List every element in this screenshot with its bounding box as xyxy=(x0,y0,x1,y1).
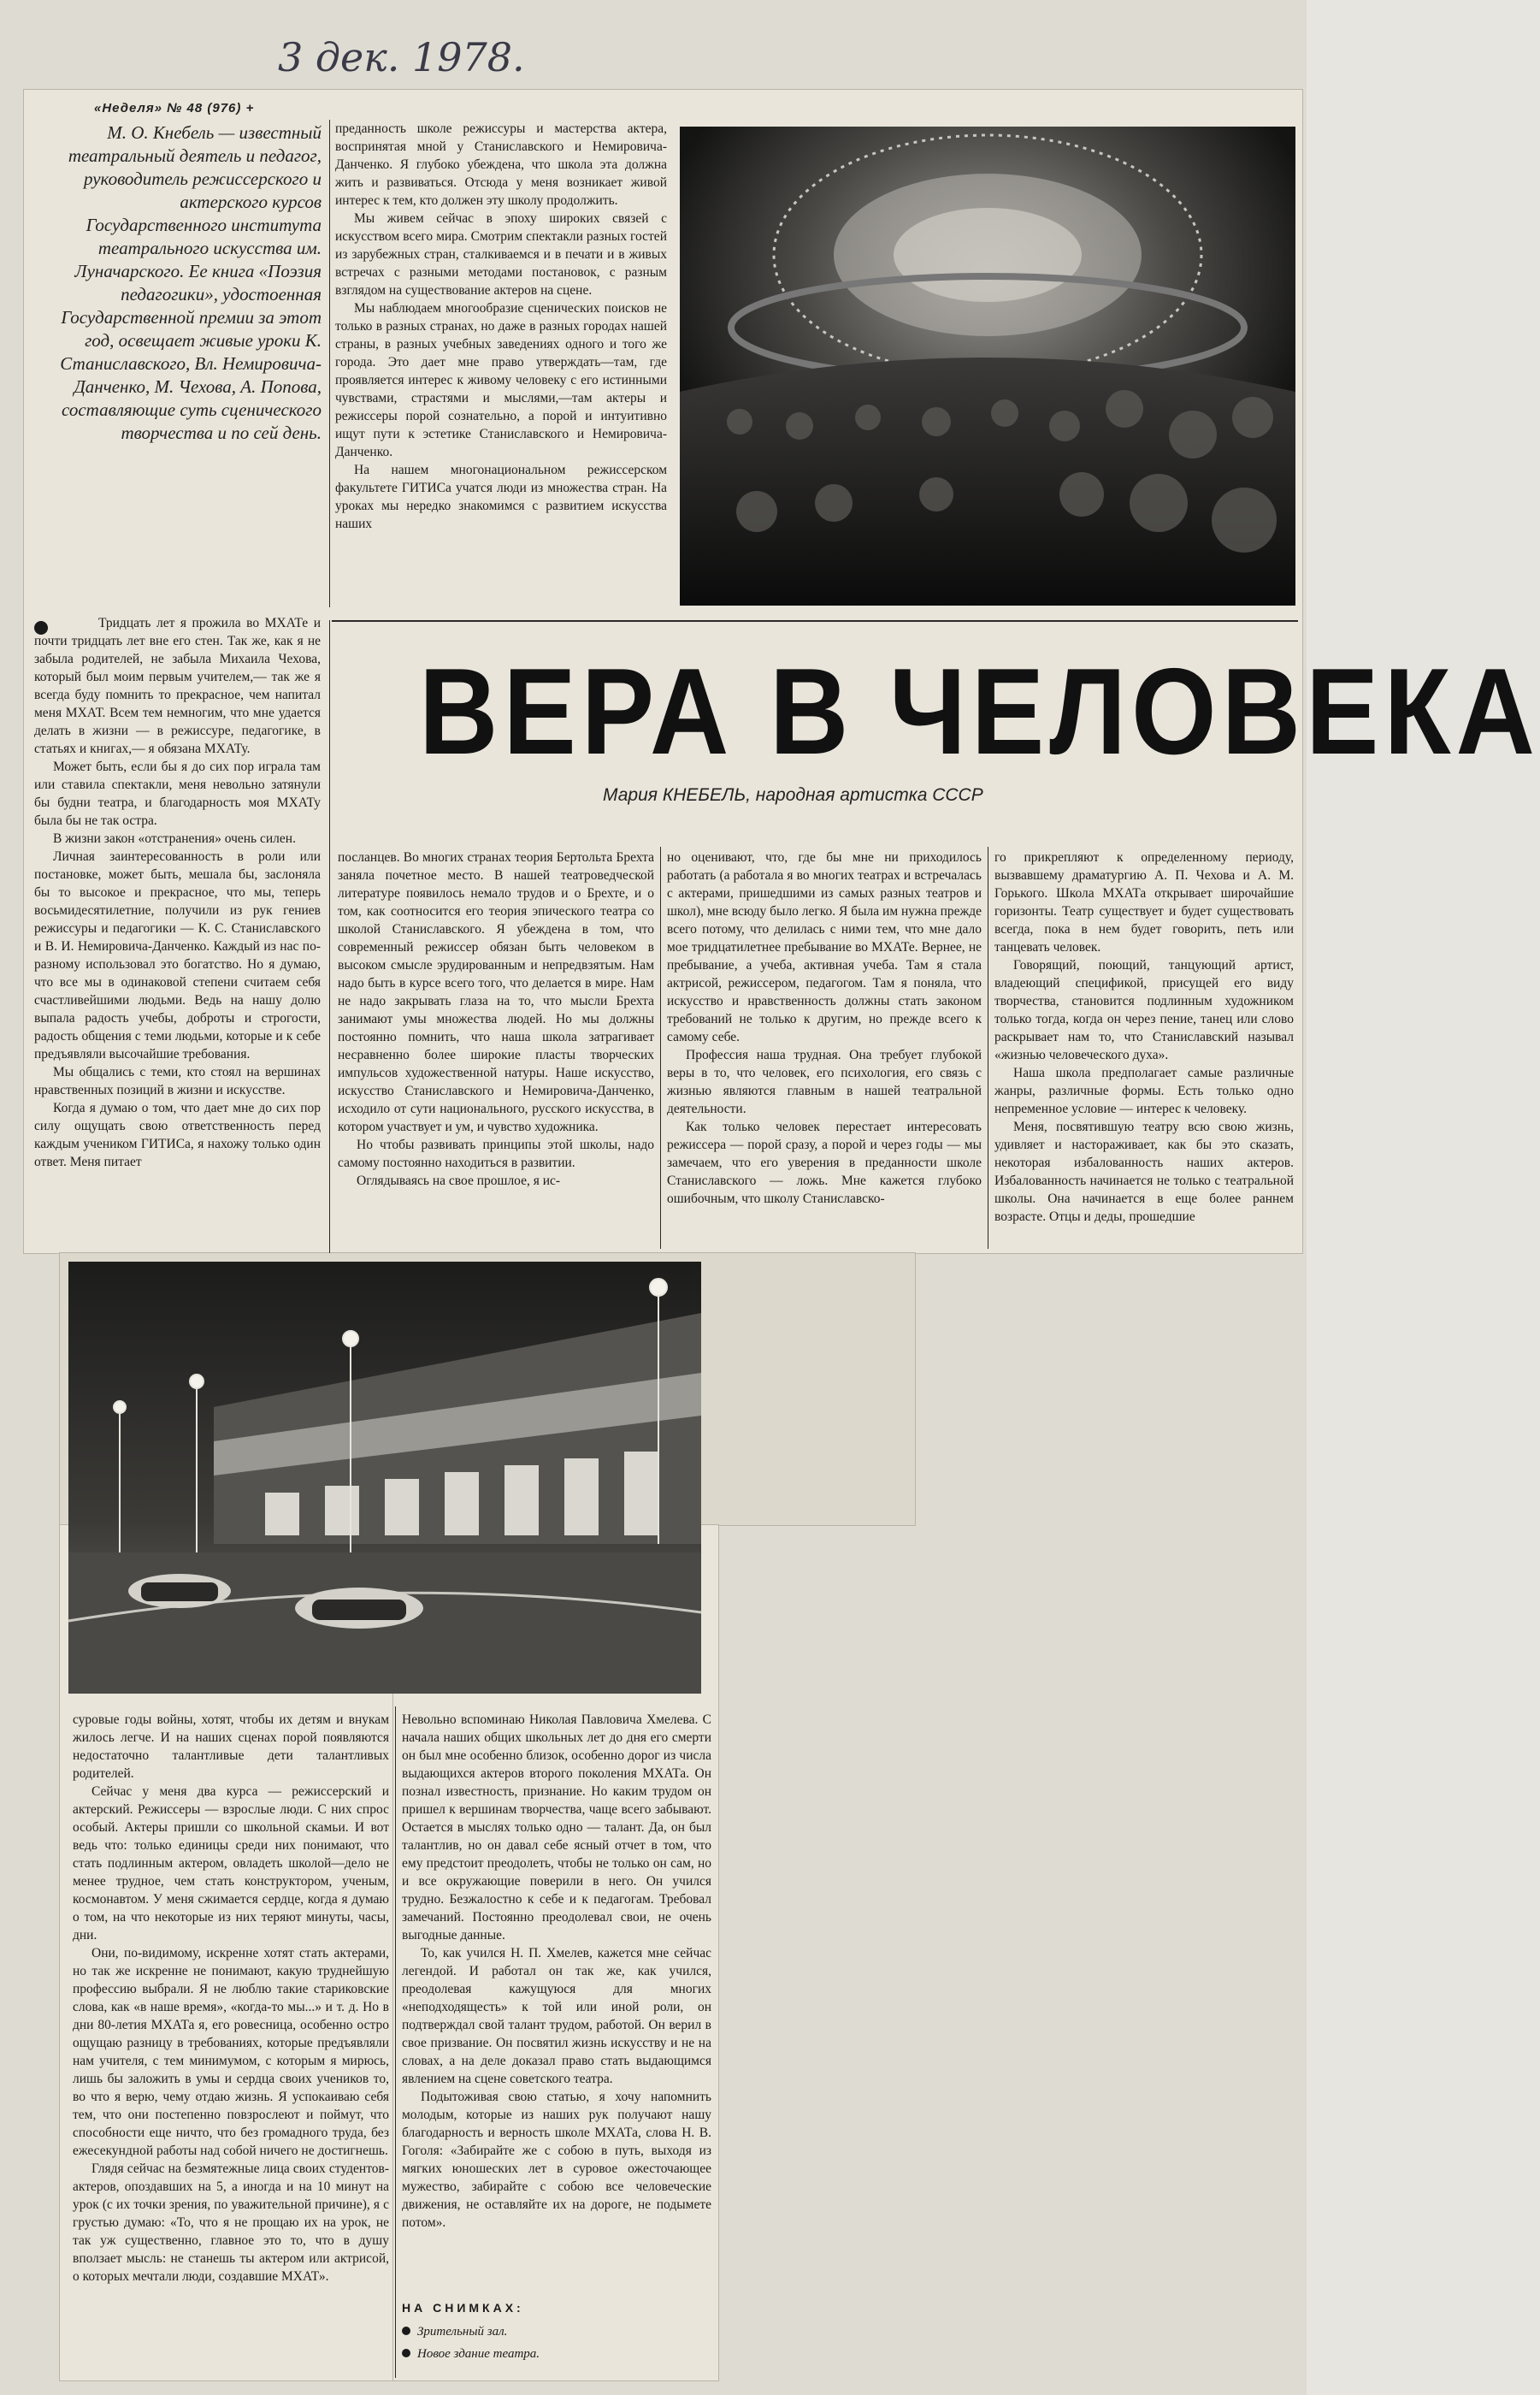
headline-rule-top xyxy=(332,620,1298,622)
paragraph: Личная заинтересованность в роли или постановке, может быть, мешала бы, заслоняла бы то высокое и прекрасное, что мы, теперь восьмидесятилетние, получили из рук гениев режиссуры и педагогики — К. С. Станиславского и В. И. Немировича-Данченко. Каждый из нас по-разному использовал это богатство. Но я думаю, что все мы в одинаковой степени считаем себя счастливейшими людьми. Ведь на нашу долю выпала радость учебы, доброты и строгости, радость общения с теми людьми, которые и к себе предъявляли высочайшие требования. xyxy=(34,849,321,1061)
caption-text: Новое здание театра. xyxy=(417,2347,540,2361)
paragraph: То, как учился Н. П. Хмелев, кажется мне сейчас легендой. И работал он так же, как учился, преодолевая кажущуюся для многих «неподходящесть» к той или иной роли, он подтверждал свой талант трудом, работой. Он верил в свое призвание. Он посвятил жизнь искусству и не на словах, а на деле доказал право стать выдающимся явлением на сцене советского театра. xyxy=(402,1946,711,2086)
paragraph: но оценивают, что, где бы мне ни приходилось работать (а работала я во многих театрах и встречалась с актерами, пришедшими из самых разных театров и школ), мне всюду было легко. Я была им нужна прежде всего потому, что делилась с ними тем, что мне дало мое тридцатилетнее пребывание во МХАТе. Вернее, не пребывание, а учеба, активная учеба. Там я стала актрисой, режиссером, педагогом. Там я поняла, что искусство и нравственность должны стать законом требований не только к другим, но прежде всего к самому себе. xyxy=(667,850,982,1044)
paragraph: Тридцать лет я прожила во МХАТе и почти тридцать лет вне его стен. Так же, как я не забыла родителей, не забыла Михаила Чехова, который был моим первым учителем,— так же я всегда буду помнить то прекрасное, чем напитал меня МХАТ. Всем тем немногим, что мне удается делать в жизни — в режиссуре, педагогике, в статьях и книгах,— я обязана МХАТу. xyxy=(34,616,321,756)
column-rule xyxy=(329,620,330,1253)
caption-text: Зрительный зал. xyxy=(417,2325,508,2339)
article-column-b3 xyxy=(667,849,982,1251)
paragraph: Мы общались с теми, кто стоял на вершинах нравственных позиций в жизни и искусстве. xyxy=(34,1065,321,1097)
article-column-b2 xyxy=(338,849,654,1251)
photo-theatre-building xyxy=(68,1262,701,1694)
masthead: «Неделя» № 48 (976) + xyxy=(94,101,255,115)
auditorium-image xyxy=(680,127,1295,606)
headline: ВЕРА В ЧЕЛОВЕКА xyxy=(419,643,1540,781)
article-column-top-middle xyxy=(335,120,667,616)
paragraph: Когда я думаю о том, что дает мне до сих пор силу ощущать свою ответственность перед каждым учеником ГИТИСа, я нахожу только один ответ. Меня питает xyxy=(34,1101,321,1169)
byline: Мария КНЕБЕЛЬ, народная артистка СССР xyxy=(603,785,983,805)
building-image xyxy=(68,1262,701,1694)
paragraph: Они, по-видимому, искренне хотят стать актерами, но так же искренне не понимают, какую труднейшую профессию выбрали. Я не люблю такие стариковские слова, как «в наше время», «когда-то мы...» и т. д. Но в дни 80-летия МХАТа я, его ровесница, особенно остро ощущаю разницу в требованиях, которые предъявляли нам учителя, с тем минимумом, с которым я мирюсь, лишь бы заложить в умы и сердца своих учеников то, во что я верю, чему отдаю жизнь. Я успокаиваю себя тем, что они постепенно повзрослеют и поймут, что способности еще ничто, что без громадного труда, без ежесекундной работы над собой ничего не достигнешь. xyxy=(73,1946,389,2158)
captions-title: НА СНИМКАХ: xyxy=(402,2301,524,2315)
paragraph: Оглядываясь на свое прошлое, я ис- xyxy=(357,1174,561,1188)
article-column-c2 xyxy=(402,1711,711,2292)
paragraph: В жизни закон «отстранения» очень силен. xyxy=(53,831,296,846)
article-column-b4 xyxy=(994,849,1294,1251)
paragraph: Наша школа предполагает самые различные жанры, различные формы. Есть только одно непременное условие — интерес к человеку. xyxy=(994,1066,1294,1116)
paragraph: Невольно вспоминаю Николая Павловича Хмелева. С начала наших общих школьных лет до дня его смерти он был мне особенно близок, особенно дорог из числа выдающихся актеров второго поколения МХАТа. Он познал известность, признание. Но каким трудом он пришел к вершинам творчества, чаще всего забывают. Остается в мыслях только одно — талант. Да, он был талантлив, но он давал себе ясный отчет в том, что ему предстоит преодолеть, чтобы не только он сам, но и все окружающие поверили в него. Он учился трудно. Безжалостно к себе и к педагогам. Требовал замечаний. Постоянно преодолевал свои, не очень выгодные данные. xyxy=(402,1712,711,1943)
column-rule xyxy=(329,120,330,607)
paragraph: Может быть, если бы я до сих пор играла там или ставила спектакли, меня невольно затянули бы будни театра, и благодарность моя МХАТу была бы не так остра. xyxy=(34,760,321,828)
paragraph: Как только человек перестает интересовать режиссера — порой сразу, а порой и через годы — мы замечаем, что его уверения в преданности школе Станиславского — ложь. Мне кажется глубоко ошибочным, что школу Станиславско- xyxy=(667,1120,982,1206)
handwritten-date: 3 дек. 1978. xyxy=(278,34,525,80)
paragraph: Сейчас у меня два курса — режиссерский и актерский. Режиссеры — взрослые люди. С них спрос особый. Актеры пришли со школьной скамьи. И вот ведь что: только единицы среди них понимают, что стать подлинным актером, овладеть школой—дело не менее трудное, чем стать конструктором, ученым, космонавтом. У меня сжимается сердце, когда я думаю о том, на что некоторые из них теряют минуты, часы, дни. xyxy=(73,1784,389,1943)
photo-auditorium xyxy=(680,127,1295,606)
paragraph: го прикрепляют к определенному периоду, вызвавшему драматургию А. П. Чехова и А. М. Горького. Школа МХАТа открывает широчайшие горизонты. Театр существует и будет существовать всегда, пока в нем будет говорить, петь или танцевать человек. xyxy=(994,850,1294,955)
paragraph: Мы наблюдаем многообразие сценических поисков не только в разных странах, но даже в разных городах нашей страны, в разных учебных заведениях одного и того же города. Это дает мне право утверждать—там, где проявляется интерес к живому человеку с его истинными чувствами, страстями и мыслями,—там актеры и режиссеры порой сознательно, а порой и интуитивно ищут пути к эстетике Станиславского и Немировича-Данченко. xyxy=(335,301,667,459)
article-column-left xyxy=(34,614,321,1251)
paragraph: посланцев. Во многих странах теория Бертольта Брехта заняла почетное место. В нашей театроведческой литературе появилось немало трудов и о Брехте, и о том, как соотносится его теория эпического театра со школой Станиславского. Я убеждена в том, что современный режиссер обязан быть человеком в высоком смысле эрудированным и непредвзятым. Нам надо быть в курсе всего того, что делается в мире. Нам не надо закрывать глаза на то, что мысли Брехта занимают умы множества людей. Но мы должны постоянно помнить, что наша школа затрагивает несравненно более широкие пласты творческих импульсов художественной натуры. Наше искусство, искусство Станиславского и Немировича-Данченко, исходило от сути национального, русского искусства, в котором участвует и ум, и чувство художника. xyxy=(338,850,654,1134)
paragraph: преданность школе режиссуры и мастерства актера, воспринятая мной у Станиславского и Немировича-Данченко. Я глубоко убеждена, что школа эта должна жить и развиваться. Отсюда у меня возникает живой интерес к тем, кто должен эту школу продолжить. xyxy=(335,121,667,208)
paragraph: Подытоживая свою статью, я хочу напомнить молодым, которые из наших рук получают нашу благодарность и верность школе МХАТа, слова Н. В. Гоголя: «Забирайте же с собою в путь, выходя из мягких юношеских лет в суровое ожесточающее мужество, забирайте с собою все человеческие движения, не оставляйте их на дороге, не подымете потом». xyxy=(402,2090,711,2230)
caption-bullet xyxy=(402,2327,410,2335)
caption-bullet xyxy=(402,2349,410,2357)
caption-auditorium xyxy=(402,2325,507,2339)
intro-text: М. О. Кнебель — известный театральный деятель и педагог, руководитель режиссерского и актерского курсов Государственного института театрального искусства им. Луначарского. Ее книга «Поэзия педагогики», удостоенная Государственной премии за этот год, освещает живые уроки К. Станиславского, Вл. Немировича-Данченко, М. Чехова, А. Попова, составляющие суть сценического творчества и по сей день. xyxy=(60,122,322,443)
paragraph: суровые годы войны, хотят, чтобы их детям и внукам жилось легче. И на наших сценах порой появляются недостаточно талантливые дети талантливых родителей. xyxy=(73,1712,389,1781)
paragraph: Но чтобы развивать принципы этой школы, надо самому постоянно находиться в развитии. xyxy=(338,1138,654,1170)
column-rule xyxy=(395,1706,396,2378)
paragraph: Профессия наша трудная. Она требует глубокой веры в то, что человек, его психология, его связь с жизнью являются главным в нашей театральной деятельности. xyxy=(667,1048,982,1116)
column-rule xyxy=(660,847,661,1249)
paragraph: Говорящий, поющий, танцующий артист, владеющий спецификой, присущей его виду творчества, становится подлинным художником только тогда, когда он через пение, танец или слово раскрывает нам то, что Станиславский называл «жизнью человеческого духа». xyxy=(994,958,1294,1062)
paragraph: Меня, посвятившую театру всю свою жизнь, удивляет и настораживает, как бы это сказать, некоторая избалованность наших актеров. Избалованность начинается не только с театральной школы. Она начинается в еще более раннем возрасте. Отцы и деды, прошедшие xyxy=(994,1120,1294,1224)
article-column-c1 xyxy=(73,1711,389,2378)
paragraph: Мы живем сейчас в эпоху широких связей с искусством всего мира. Смотрим спектакли разных гостей из зарубежных стран, сталкиваемся и в печати и в живых встречах с разными методами постановок, с разным взглядом на существование актеров на сцене. xyxy=(335,211,667,298)
paragraph: На нашем многонациональном режиссерском факультете ГИТИСа учатся люди из множества стран. На уроках мы нередко знакомимся с развитием искусства наших xyxy=(335,463,667,531)
paragraph: Глядя сейчас на безмятежные лица своих студентов-актеров, опоздавших на 5, а иногда и на 10 минут на урок (с их точки зрения, по уважительной причине), я с грустью думаю: «То, что я не прощаю их на урок, не так уж существенно, главное это то, что в душу вползает мысль: не станешь ты актером или актрисой, о которых мечтали люди, создавшие МХАТ». xyxy=(73,2161,389,2284)
caption-building xyxy=(402,2347,540,2362)
